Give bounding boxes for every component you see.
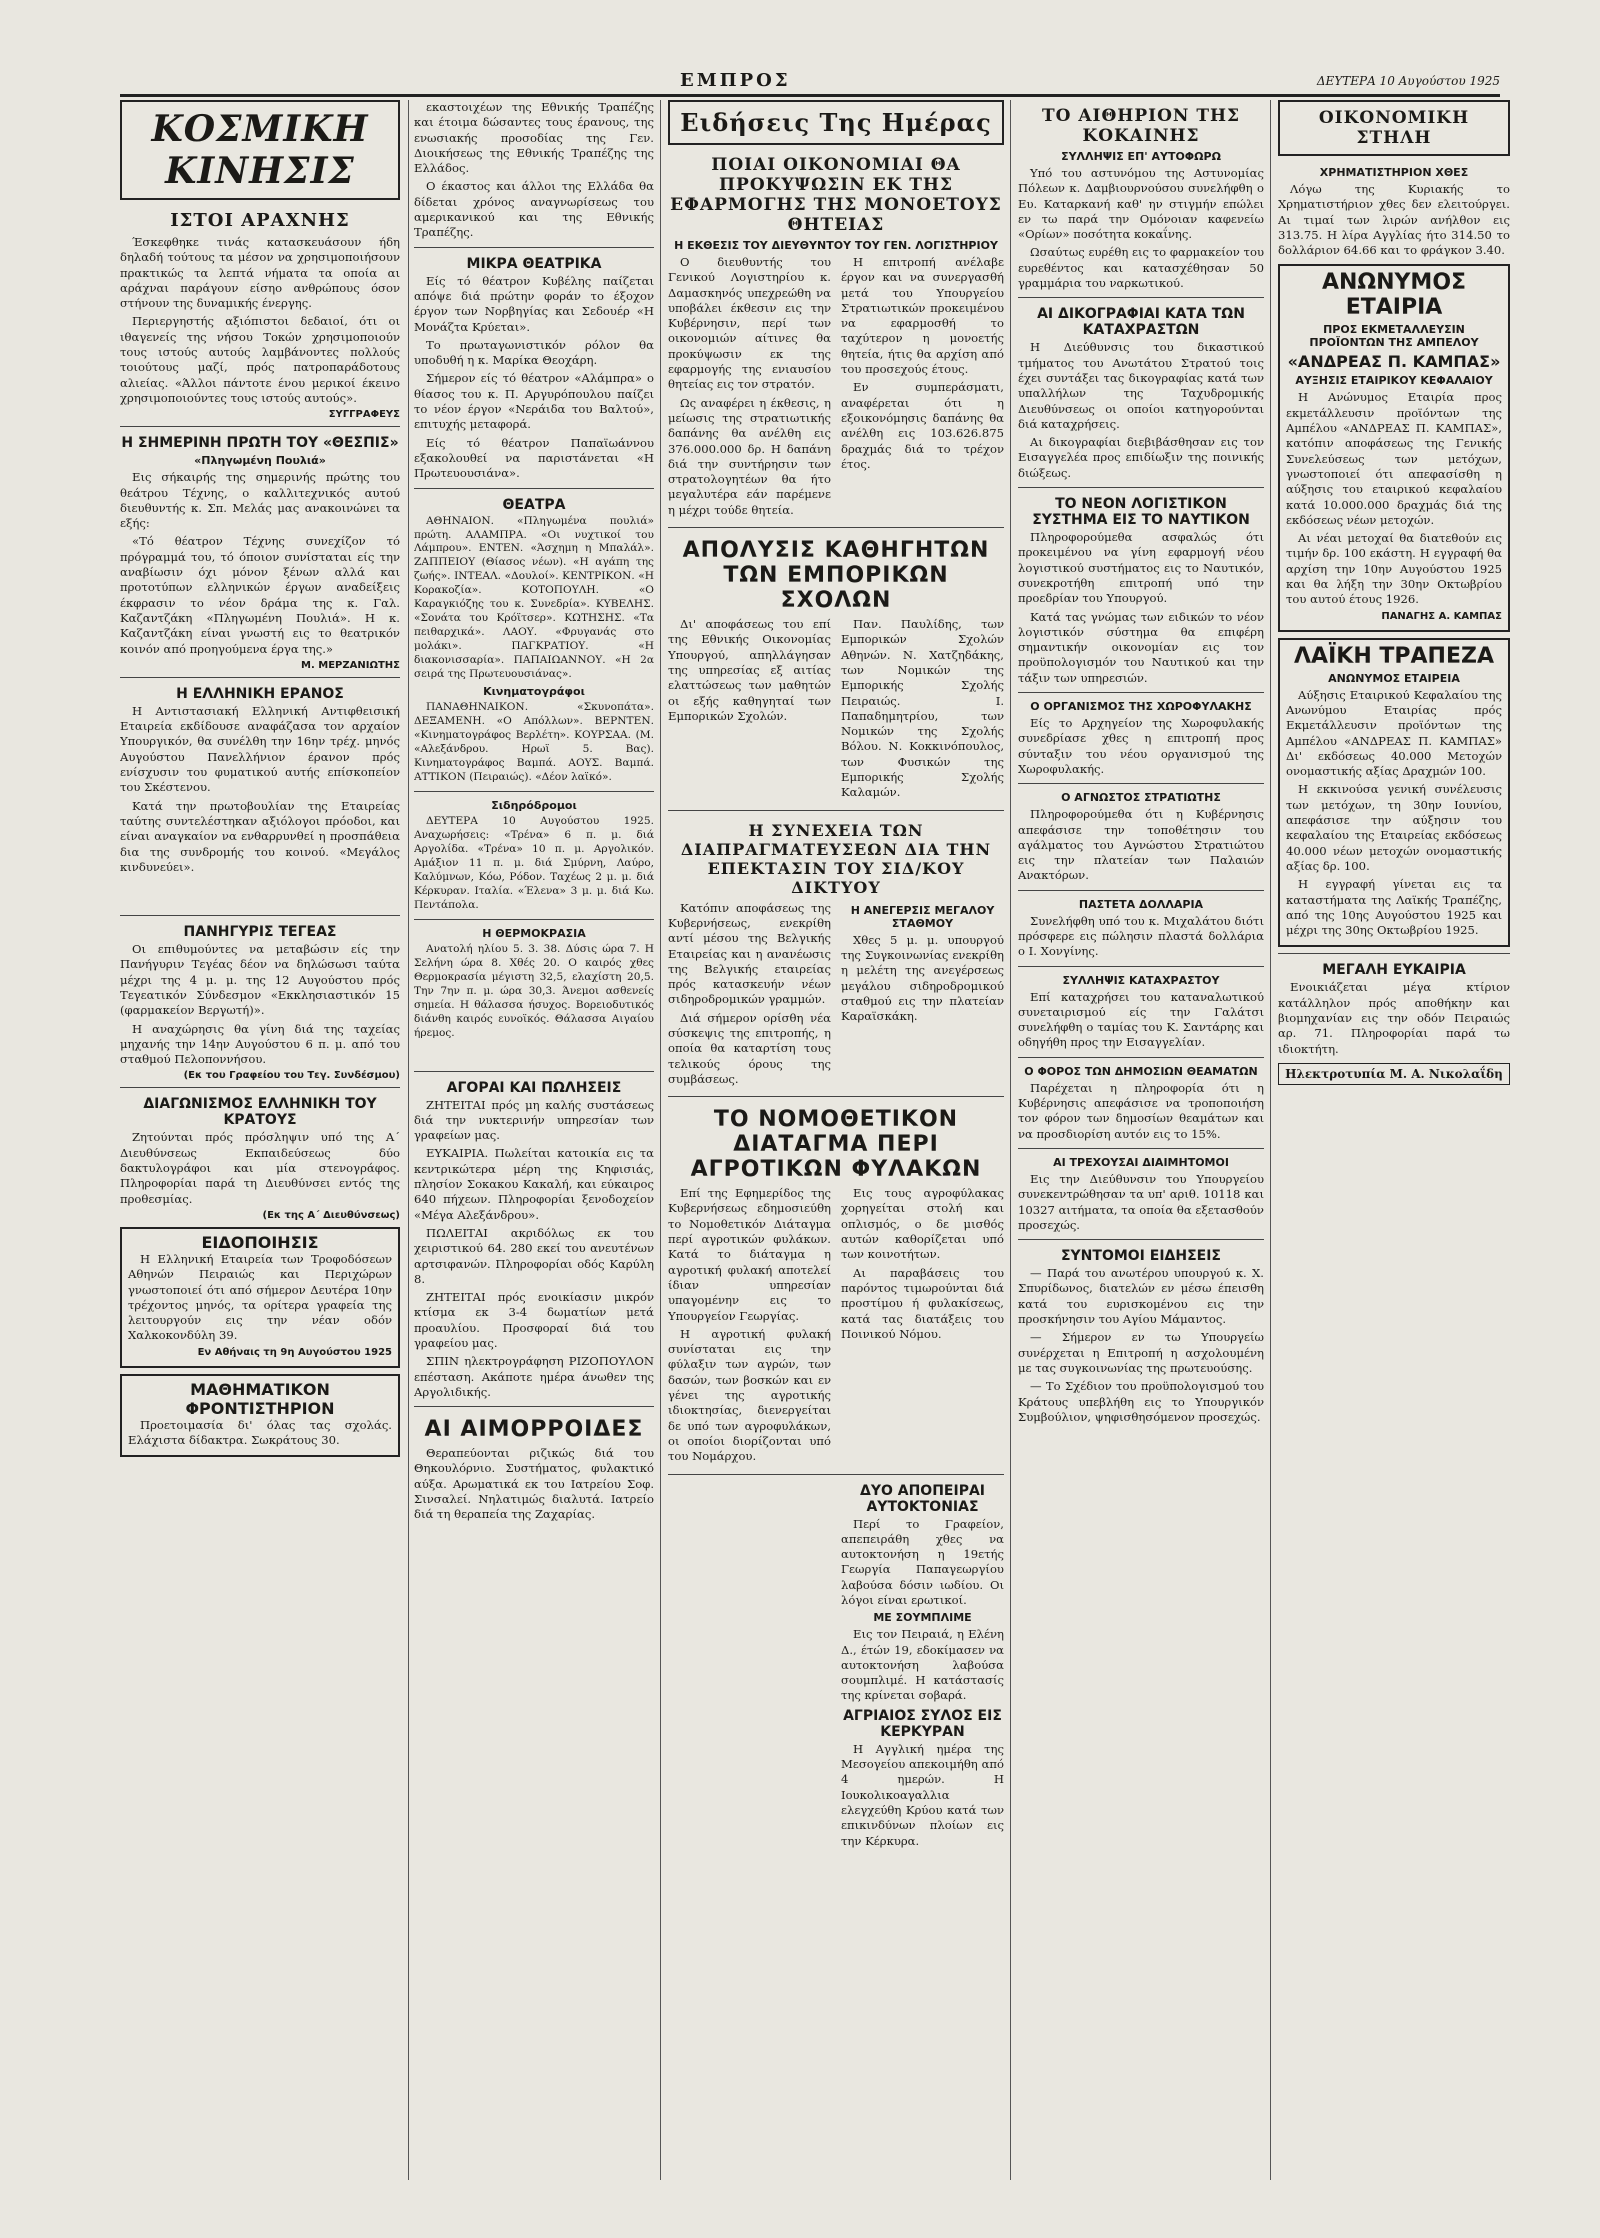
advert-text: Αύξησις Εταιρικού Κεφαλαίου της Ανωνύμου Εταιρίας πρός Εκμετάλλευσιν προϊόντων της Αμπέλου «ΑΝΔΡΕΑΣ Π. ΚΑΜΠΑΣ» Δι' εκδόσεως 40.000 Μετοχών ονομαστικής αξίας Δραχμών 100. bbox=[1286, 687, 1502, 779]
listing-title: ΘΕΑΤΡΑ bbox=[502, 496, 566, 513]
advert-subtitle: ΠΡΟΣ ΕΚΜΕΤΑΛΛΕΥΣΙΝ ΠΡΟΪΟΝΤΩΝ ΤΗΣ ΑΜΠΕΛΟΥ bbox=[1309, 323, 1479, 350]
headline-sub: Η ΕΚΘΕΣΙΣ ΤΟΥ ΔΙΕΥΘΥΝΤΟΥ ΤΟΥ ΓΕΝ. ΛΟΓΙΣΤΗΡΙΟΥ bbox=[674, 239, 998, 252]
classified-ad: ΣΠΙΝ ηλεκτρογράφηση ΡΙΖΟΠΟΥΛΟΝ επέσταση. Ακάποτε ημέρα άνωθεν της Αργολιδικής. bbox=[414, 1354, 654, 1399]
headline: ΤΟ ΝΕΟΝ ΛΟΓΙΣΤΙΚΟΝ ΣΥΣΤΗΜΑ ΕΙΣ ΤΟ ΝΑΥΤΙΚΟΝ bbox=[1032, 496, 1250, 529]
article-text: Χθες 5 μ. μ. υπουργού της Συγκοινωνίας ενεκρίθη η μελέτη της ανεγέρσεως μεγάλου σιδηροδρομικού σταθμού εις την πλατείαν Καραϊσκάκη. bbox=[841, 932, 1004, 1024]
article-text: Ωσαύτως ευρέθη εις το φαρμακείον του ευρεθέντος και κατασχέθησαν 50 γραμμάρια του ναρκωτικού. bbox=[1018, 245, 1264, 291]
newspaper-name: ΕΜΠΡΟΣ bbox=[680, 70, 791, 91]
article-title: ΧΡΗΜΑΤΙΣΤΗΡΙΟΝ ΧΘΕΣ bbox=[1319, 166, 1469, 179]
article-text: Εις τους αγροφύλακας χορηγείται στολή και οπλισμός, ο δε μισθός αυτών καθορίζεται υπό των κοινοτήτων. bbox=[841, 1186, 1004, 1262]
article-signature: ΣΥΓΓΡΑΦΕΥΣ bbox=[328, 409, 400, 421]
article-text: Εις την Διεύθυνσιν του Υπουργείου συνεκεντρώθησαν τα υπ' αριθ. 10118 και 10327 αιτήματα, τα οποία θα εξετασθούν προσεχώς. bbox=[1018, 1171, 1264, 1232]
article-text: Ο έκαστος και άλλοι της Ελλάδα θα δίδεται χρόνος αναγνωρίσεως του αμερικανικού και της Εθνικής Τραπέζης. bbox=[414, 179, 654, 240]
column-news bbox=[668, 100, 1004, 2180]
article-title: Η ΕΛΛΗΝΙΚΗ ΕΡΑΝΟΣ bbox=[176, 685, 344, 702]
article-title: Η ΣΗΜΕΡΙΝΗ ΠΡΩΤΗ ΤΟΥ «ΘΕΣΠΙΣ» bbox=[121, 435, 399, 452]
article-text: Υπό του αστυνόμου της Αστυνομίας Πόλεων κ. Δαμβιουρνούσου συνελήφθη ο Ευ. Καταρκανή καθ' ην στιγμήν επώλει εν τω παρά την Ομόνοιαν καφενείω «Ορίων» ποσότητα κοκαΐνης. bbox=[1018, 166, 1264, 242]
article-text: Κατά τας γνώμας των ειδικών το νέον λογιστικόν σύστημα θα επιφέρη σημαντικήν οικονομίαν εις τον προϋπολογισμόν του Ναυτικού και την τάξιν των υπηρεσιών. bbox=[1018, 609, 1264, 685]
article bbox=[1018, 966, 1264, 1051]
article bbox=[1018, 487, 1264, 686]
column-rule bbox=[408, 100, 409, 2180]
article-text: Αι παραβάσεις του παρόντος τιμωρούνται διά προστίμου ή φυλακίσεως, κατά τας διατάξεις του Ποινικού Νόμου. bbox=[841, 1265, 1004, 1341]
advert-title: ΜΑΘΗΜΑΤΙΚΟΝ ΦΡΟΝΤΙΣΤΗΡΙΟΝ bbox=[185, 1379, 335, 1418]
column-theatre bbox=[414, 100, 654, 2180]
article-text: Πληροφορούμεθα ότι η Κυβέρνησις απεφάσισε την τοποθέτησιν του αγάλματος του Αγνώστου Στρατιώτου εις την πλατείαν των Παλαιών Ανακτόρων. bbox=[1018, 807, 1264, 883]
headline: ΣΥΛΛΗΨΙΣ ΚΑΤΑΧΡΑΣΤΟΥ bbox=[1062, 973, 1220, 987]
advert-subtitle: ΑΝΩΝΥΜΟΣ ΕΤΑΙΡΕΙΑ bbox=[1328, 671, 1460, 685]
article bbox=[1018, 783, 1264, 883]
notice-signature: Εν Αθήναις τη 9η Αυγούστου 1925 bbox=[197, 1346, 392, 1358]
article bbox=[1018, 1148, 1264, 1233]
advert-text: Η εκκινούσα γενική συνέλευσις των μετόχων, τη 30ην Ιουνίου, απεφάσισε την αύξησιν του κεφαλαίου της Εταιρείας εκδόσεως 40.000 νέων μετοχών ονομαστικής αξίας δρ. 100. bbox=[1286, 782, 1502, 873]
column-crime bbox=[1018, 100, 1264, 2180]
advert-text: Η Ανώνυμος Εταιρία προς εκμετάλλευσιν προϊόντων της Αμπέλου «ΑΝΔΡΕΑΣ Π. ΚΑΜΠΑΣ», κατόπιν αποφάσεως της Γενικής Συνελεύσεως των μετόχων, γνωστοποιεί ότι απεφασίσθη η αύξησις του εταιρικού κεφαλαίου κατά 10.000.000 δραχμάς διά της εκδόσεως νέων μετοχών. bbox=[1286, 390, 1502, 527]
article-title: ΠΑΝΗΓΥΡΙΣ ΤΕΓΕΑΣ bbox=[183, 924, 337, 941]
article-text: Οι επιθυμούντες να μεταβώσιν είς την Πανήγυριν Τεγέας δέον να δηλώσωσι ταύτα μέχρι της 4 μ. μ. της 12 Αυγούστου πρός Τεγεατικόν Σύνδεσμον «Εκκλησιαστικόν 15 (φαρμακείον Βεργωτή)». bbox=[120, 942, 400, 1018]
article-text: Περιεργηστής αξιόπιστοι δεδαιοί, ότι οι ιθαγενείς της νήσου Τοκών χρησιμοποιούν τους ιστούς αυτούς λαμβάνοντες πολλούς τοιούτους μαζί, πρός πατροπαράδοτους αλιείας. «Άλλοι πάντοτε ένου μερικοί έκεινο χρησιμοποιούντες τους ιστούς αυτούς». bbox=[120, 314, 400, 405]
article-text: Επί της Εφημερίδος της Κυβερνήσεως εδημοσιεύθη το Νομοθετικόν Διάταγμα περί αγροτικών φυλάκων. Κατά το διάταγμα η αγροτική φυλακή αποτελεί ίδιαν υπηρεσίαν υπαγομένην εις το Υπουργείον Γεωργίας. bbox=[668, 1186, 831, 1323]
classified-ad: ΕΥΚΑΙΡΙΑ. Πωλείται κατοικία εις τα κεντρικώτερα μέρη της Κηφισιάς, πλησίον Σοκακου Κακαλή, και εύκαιρος 640 πήχεων. Πληροφορίαι ξενοδοχείον «Μέγα Αλεξάνδρου». bbox=[414, 1146, 654, 1222]
article-text: Έσκεφθηκε τινάς κατασκευάσουν ήδη δηλαδή τούτους τα μέσον να χρησιμοποιήσουν πρακτικώς τα λεπτά νήματα τα οποία αι αράχναι παράγουν είσηο ανθρώπους όσον στήνουν της δυναμικής ένεργης. bbox=[120, 235, 400, 311]
article-text: Η αγροτική φυλακή συνίσταται εις την φύλαξιν των αγρών, των δασών, των βοσκών και εν γένει της αγροτικής ιδιοκτησίας, διενεργείται δε υπό των αγροφυλάκων, οι οποίοι διορίζονται υπό του Νομάρχου. bbox=[668, 1326, 831, 1464]
classifieds bbox=[414, 1071, 654, 1401]
advert-box bbox=[1278, 638, 1510, 948]
headline: Η ΣΥΝΕΧΕΙΑ ΤΩΝ ΔΙΑΠΡΑΓΜΑΤΕΥΣΕΩΝ ΔΙΑ ΤΗΝ ΕΠΕΚΤΑΣΙΝ ΤΟΥ ΣΙΔ/ΚΟΥ ΔΙΚΤΥΟΥ bbox=[680, 820, 992, 897]
article-text: Εις σήκαιρής της σημερινής πρώτης του θεάτρου Τέχνης, ο καλλιτεχνικός αυτού διευθυντής κ. Σπ. Μελάς μας ανακοινώνει τα εξής: bbox=[120, 470, 400, 531]
classifieds-title: ΑΓΟΡΑΙ ΚΑΙ ΠΩΛΗΣΕΙΣ bbox=[446, 1079, 622, 1096]
column-rule bbox=[660, 100, 661, 2180]
issue-date: ΔΕΥΤΕΡΑ 10 Αυγούστου 1925 bbox=[1316, 74, 1500, 88]
listing-text: ΠΑΝΑΘΗΝΑΙΚΟΝ. «Σκυνοπάτα». ΔΕΞΑΜΕΝΗ. «Ο Απόλλων». ΒΕΡΝΤΕΝ. «Κινηματογράφος Βερλέτη». ΚΟΥΡΣΑΑ. (Μ. «Αλεξάνδρου. Ηρωϊ 5. Βας). Κινηματογράφος Βαμπά. ΑΟΥΣ. Βαμπά. ΑΤΤΙΚΟΝ (Πειραιώς). «Δέον λαϊκό». bbox=[414, 701, 654, 783]
article-text: Εις τον Πειραιά, η Ελένη Δ., έτών 19, εδοκίμασεν να αυτοκτονήση λαβούσα σουμπλιμέ. Η κατάστασίς της κρίνεται σοβαρά. bbox=[841, 1627, 1004, 1703]
advert-text: Θεραπεύονται ριζικώς διά του Θηκουλόρνιο. Συστήματος, φυλακτικό αύξα. Αρωματικά εκ του Ιατρείου Σοφ. Σινσαλεί. Νηλατιμώς διαλυτά. Ιατρείο διά τη θεραπεία της Ζαχαρίας. bbox=[414, 1446, 654, 1522]
article bbox=[668, 527, 1004, 804]
listing bbox=[414, 791, 654, 913]
article-text: Σήμερον είς τό θέατρον «Αλάμπρα» ο θίασος του κ. Π. Αργυρόπουλου παίζει το νέον έργον «Νεράιδα του Βαλτού», επιτυχής μεταφορά. bbox=[414, 371, 654, 432]
section-banner-finance: ΟΙΚΟΝΟΜΙΚΗ ΣΤΗΛΗ bbox=[1278, 100, 1510, 156]
article-text: Διά σήμερον ορίσθη νέα σύσκεψις της επιτροπής, η οποία θα καταρτίση τους τελικούς όρους της συμβάσεως. bbox=[668, 1010, 831, 1086]
article bbox=[120, 1087, 400, 1220]
notice-box bbox=[120, 1227, 400, 1368]
article-text: Η Αντιστασιακή Ελληνική Αντιφθεισική Εταιρεία εκδίδουσε αναφάζασα τον αρχαίον Υπουργικόν, θα συνέλθη την 16ην τρέχ. μηνός Αυγούστου Πανελλήνιον έρανον πρός ενίσχυσιν του φυματικού αυτής επίσκοπείον του Σκέστενου. bbox=[120, 703, 400, 795]
listing-title: Σιδηρόδρομοι bbox=[491, 798, 577, 812]
headline: ΑΙ ΔΙΚΟΓΡΑΦΙΑΙ ΚΑΤΑ ΤΩΝ ΚΑΤΑΧΡΑΣΤΩΝ bbox=[1037, 306, 1245, 339]
article-body bbox=[668, 255, 1004, 521]
advert-signature: ΠΑΝΑΓΗΣ Α. ΚΑΜΠΑΣ bbox=[1381, 610, 1502, 622]
article-subtitle: Η ΑΝΕΓΕΡΣΙΣ ΜΕΓΑΛΟΥ ΣΤΑΘΜΟΥ bbox=[850, 903, 995, 930]
article bbox=[668, 810, 1004, 1091]
article bbox=[1018, 890, 1264, 960]
article bbox=[1018, 1239, 1264, 1425]
column-rule bbox=[1270, 100, 1271, 2180]
article-text: Ζητούνται πρός πρόσληψιν υπό της Α΄ Διευθύνσεως Εκπαιδεύσεως δύο δακτυλογράφοι και μία στενογράφος. Πληροφορίαι παρά τη Διευθύνσει εντός της προθεσμίας. bbox=[120, 1130, 400, 1206]
article bbox=[668, 1474, 1004, 1852]
advert-text: Η εγγραφή γίνεται εις τα καταστήματα της Λαϊκής Τραπέζης, από της 10ης Αυγούστου 1925 και μέχρι της 30ης Οκτωβρίου 1925. bbox=[1286, 877, 1502, 938]
advert-text: Προετοιμασία δι' όλας τας σχολάς. Ελάχιστα δίδακτρα. Σωκράτους 30. bbox=[128, 1417, 392, 1448]
article-text: Λόγω της Κυριακής το Χρηματιστήριον χθες δεν ελειτούργει. Αι τιμαί των λιρών ανήλθον εις 313.75. Η λίρα Αγγλίας ήτο 314.50 το δολλάριον 64.66 και το φράγκον 3.40. bbox=[1278, 182, 1510, 258]
article-text: Η Αγγλική ημέρα της Μεσογείου απεκοιμήθη από 4 ημερών. Η Ιουκολικοαγαλλια ελεγχεύθη Κρύου κατά των επικινδύνων πλοίων εις την Κέρκυρα. bbox=[841, 1741, 1004, 1848]
article-text: Περί το Γραφείον, απεπειράθη χθες να αυτοκτονήση η 19ετής Γεωργία Παπαγεωργίου λαβούσα δόσιν ιωδίου. Οι λόγοι είναι ερωτικοί. bbox=[841, 1516, 1004, 1607]
article-signature: (Εκ του Γραφείου του Τεγ. Συνδέσμου) bbox=[183, 1070, 400, 1082]
article bbox=[120, 915, 400, 1081]
article bbox=[120, 677, 400, 875]
article-text: Δι' αποφάσεως του επί της Εθνικής Οικονομίας Υπουργού, απηλλάγησαν της υπηρεσίας εξ αιτίας ελαττώσεως των μαθητών οι εξής καθηγηταί των Εμπορικών Σχολών. bbox=[668, 617, 831, 723]
advert-title: ΜΕΓΑΛΗ ΕΥΚΑΙΡΙΑ bbox=[1322, 962, 1466, 979]
listing bbox=[414, 488, 654, 785]
listing-text: ΔΕΥΤΕΡΑ 10 Αυγούστου 1925. Αναχωρήσεις: «Τρένα» 6 π. μ. διά Αργολίδα. «Τρένα» 10 π. μ. Αργολικόν. Αμάξιον 11 π. μ. διά Σμύρνη, Λαύρο, Καλύμνων, Κόω, Ρόδον. Ταχέως 2 μ. μ. διά Κέρκυραν. Ιταλία. «Έλενα» 3 μ. μ. διά Κω. Πεντάπολα. bbox=[414, 814, 654, 911]
article-text: Συνελήφθη υπό του κ. Μιχαλάτου διότι πρόσφερε εις πώλησιν πλαστά δολλάρια ο Ι. Χονγίνης. bbox=[1018, 913, 1264, 959]
article-text: Το πρωταγωνιστικόν ρόλον θα υποδυθή η κ. Μαρίκα Θεοχάρη. bbox=[414, 337, 654, 368]
advert-box bbox=[120, 1374, 400, 1458]
headline-sub: ΣΥΛΛΗΨΙΣ ΕΠ' ΑΥΤΟΦΩΡΩ bbox=[1061, 150, 1221, 163]
advert bbox=[1278, 953, 1510, 1084]
headline: ΠΟΙΑΙ ΟΙΚΟΝΟΜΙΑΙ ΘΑ ΠΡΟΚΥΨΩΣΙΝ ΕΚ ΤΗΣ ΕΦΑΡΜΟΓΗΣ ΤΗΣ ΜΟΝΟΕΤΟΥΣ ΘΗΤΕΙΑΣ bbox=[670, 155, 1002, 235]
article-text: Παρέχεται η πληροφορία ότι η Κυβέρνησις απεφάσισε να τροποποιήση τον φόρον των δημοσίων θεαμάτων και να προσδιορίση αυτόν εις το 15%. bbox=[1018, 1080, 1264, 1141]
article-signature: Μ. ΜΕΡΖΑΝΙΩΤΗΣ bbox=[301, 659, 400, 671]
article-subtitle: «Πληγωμένη Πουλιά» bbox=[194, 454, 326, 468]
notice-text: Η Ελληνική Εταιρεία των Τροφοδόσεων Αθηνών Πειραιώς και Περιχώρων γνωστοποιεί ότι από σήμερον Δευτέρα 10ην τρέχοντος μηνός, τα ορίτερα γραφεία της λειτουργούν εις την νέαν οδόν Χαλκοκονδύλη 39. bbox=[128, 1251, 392, 1343]
article-text: Αι δικογραφίαι διεβιβάσθησαν εις τον Εισαγγελέα προς επιδίωξιν της ποινικής διώξεως. bbox=[1018, 435, 1264, 480]
article-text: — Σήμερον εν τω Υπουργείω συνέρχεται η Επιτροπή η ασχολουμένη με τας συγκοινωνίας της πρωτευούσης. bbox=[1018, 1330, 1264, 1375]
article-subtitle: ΜΕ ΣΟΥΜΠΛΙΜΕ bbox=[873, 1611, 972, 1625]
headline: ΤΟ ΑΙΘΗΡΙΟΝ ΤΗΣ ΚΟΚΑΙΝΗΣ bbox=[1041, 106, 1241, 146]
advert-subtitle: ΑΥΞΗΣΙΣ ΕΤΑΙΡΙΚΟΥ ΚΕΦΑΛΑΙΟΥ bbox=[1295, 374, 1493, 388]
advert-title: ΛΑΪΚΗ ΤΡΑΠΕΖΑ bbox=[1294, 643, 1494, 669]
article-text: Πληροφορούμεθα ασφαλώς ότι προκειμένου να γίνη εφαρμογή νέου λογιστικού συστήματος εις το Ναυτικόν, συνεκροτήθη επιτροπή υπό την προεδρίαν του Υπουργού. bbox=[1018, 530, 1264, 606]
classified-ad: ΠΩΛΕΙΤΑΙ ακριδόλως εκ του χειριστικού 64. 280 εκεί του ανευτένων αρτσιφανών. Πληροφορίαι οδός Καρύλη 8. bbox=[414, 1225, 654, 1286]
advert-text: Αι νέαι μετοχαί θα διατεθούν εις τιμήν δρ. 100 εκάστη. Η εγγραφή θα αρχίση την 10ην Αυγούστου 1925 και θα λήξη την 30ην Οκτωβρίου του αυτού έτους 1926. bbox=[1286, 531, 1502, 607]
article-title: ΜΙΚΡΑ ΘΕΑΤΡΙΚΑ bbox=[466, 255, 602, 272]
section-banner-news: Ειδήσεις Της Ημέρας bbox=[668, 100, 1004, 145]
headline: ΑΓΡΙΑΙΟΣ ΣΥΛΟΣ ΕΙΣ ΚΕΡΚΥΡΑΝ bbox=[843, 1707, 1002, 1740]
advert-title: ΑΙ ΑΙΜΟΡΡΟΙΔΕΣ bbox=[424, 1417, 644, 1443]
headline: Ο ΟΡΓΑΝΙΣΜΟΣ ΤΗΣ ΧΩΡΟΦΥΛΑΚΗΣ bbox=[1030, 700, 1252, 714]
article-text: Είς τό θέατρον Κυβέλης παίζεται απόψε διά πρώτην φοράν το έξοχον έργον των Νορβηγίας και Σεδουέρ «Η Μονάζτα Κρύεται». bbox=[414, 273, 654, 334]
headline: ΔΥΟ ΑΠΟΠΕΙΡΑΙ ΑΥΤΟΚΤΟΝΙΑΣ bbox=[860, 1482, 985, 1515]
article bbox=[668, 1096, 1004, 1467]
section-banner-social: ΚΟΣΜΙΚΗ ΚΙΝΗΣΙΣ bbox=[120, 100, 400, 200]
article-text: Κατόπιν αποφάσεως της Κυβερνήσεως, ενεκρίθη αντί μέσου της Βελγικής Εταιρείας και η ανανέωσις της Βελγικής εταιρείας πρός κατασκευήν νέων σιδηροδρομικών γραμμών. bbox=[668, 900, 831, 1007]
advert bbox=[414, 1406, 654, 1522]
column-social bbox=[120, 100, 400, 2180]
headline: Ο ΑΓΝΩΣΤΟΣ ΣΤΡΑΤΙΩΤΗΣ bbox=[1061, 791, 1221, 805]
article-text: Η αναχώρησις θα γίνη διά της ταχείας μηχανής την 14ην Αυγούστου 6 π. μ. από του σταθμού Πελοποννήσου. bbox=[120, 1021, 400, 1067]
article-text: Είς το Αρχηγείον της Χωροφυλακής συνεδρίασε χθες η επιτροπή προς σύνταξιν του νέου οργανισμού της Χωροφυλακής. bbox=[1018, 716, 1264, 776]
article bbox=[1018, 692, 1264, 777]
headline: ΑΠΟΛΥΣΙΣ ΚΑΘΗΓΗΤΩΝ ΤΩΝ ΕΜΠΟΡΙΚΩΝ ΣΧΟΛΩΝ bbox=[682, 538, 990, 614]
listing-subtitle: Κινηματογράφοι bbox=[483, 685, 585, 699]
advert-company: «ΑΝΔΡΕΑΣ Π. ΚΑΜΠΑΣ» bbox=[1287, 352, 1501, 372]
article-title: ΙΣΤΟΙ ΑΡΑΧΝΗΣ bbox=[170, 210, 350, 231]
article-text: Η Διεύθυνσις του δικαστικού τμήματος του Ανωτάτου Στρατού τοις έχει συντάξει τας δικογραφίας κατά των υπαλλήλων της Ταχυδρομικής Διευθύνσεως οι οποίοι κατηγορούνται διά καταχρήσεις. bbox=[1018, 340, 1264, 431]
article-text: «Τό θέατρον Τέχνης συνεχίζον τό πρόγραμμά του, τό όποιον συνίσταται είς την αναβίωσιν όχι μόνον ξένων αλλά και προτοτύπων ελληνικών έργων αναδείξεις έκφρασιν το νέον δράμα της κ. Γαλ. Καζαντζάκη «Πληγωμένη Πουλιά». Η κ. Καζαντζάκη είναι γνωστή εις το θεατρικόν κοινόν από προηγούμενα έργα της.» bbox=[120, 534, 400, 656]
notice-title: ΕΙΔΟΠΟΙΗΣΙΣ bbox=[201, 1232, 319, 1252]
article-text: Ο διευθυντής του Γενικού Λογιστηρίου κ. Δαμασκηνός υπεχρεώθη να υποβάλει έκθεσιν εις την Κυβέρνησιν, περί των οικονομιών αίτινες θα προκύψωσιν εκ της εφαρμογής της ενιαυσίου θητείας εις τον στρατόν. bbox=[668, 255, 831, 392]
article-text: Κατά την πρωτοβουλίαν της Εταιρείας ταύτης συντελέστηκαν αξιόλογοι πρόοδοι, και είναι αναγκαίον να ενθαρρυνθεί η προσπάθεια δια της συνδρομής του κοινού. «Μεγάλος κινδυνεύει». bbox=[120, 798, 400, 874]
article-text: Εν συμπεράσματι, αναφέρεται ότι η εξοικονόμησις δαπάνης θα ανέλθη εις 103.626.875 δραχμάς διά το τρέχον έτος. bbox=[841, 380, 1004, 471]
headline: ΣΥΝΤΟΜΟΙ ΕΙΔΗΣΕΙΣ bbox=[1060, 1248, 1221, 1265]
article-signature: (Εκ της Α΄ Διευθύνσεως) bbox=[262, 1209, 400, 1221]
masthead bbox=[120, 70, 1500, 97]
advert-box bbox=[1278, 264, 1510, 631]
article bbox=[1018, 297, 1264, 481]
article bbox=[1018, 1057, 1264, 1142]
classified-ad: ΖΗΤΕΙΤΑΙ πρός μη καλής συστάσεως διά την νυκτερινήν υπηρεσίαν των γραφείων μας. bbox=[414, 1097, 654, 1143]
article-title: ΔΙΑΓΩΝΙΣΜΟΣ ΕΛΛΗΝΙΚΗ ΤΟΥ ΚΡΑΤΟΥΣ bbox=[143, 1096, 377, 1129]
article-text: Επί καταχρήσει του καταναλωτικού συνεταιρισμού είς την Γαλάτσι συνελήφθη ο ταμίας του Κ. Σαντάρης και οδηγήθη προς την Εισαγγελίαν. bbox=[1018, 989, 1264, 1050]
listing-title: Η ΘΕΡΜΟΚΡΑΣΙΑ bbox=[482, 926, 586, 940]
article bbox=[120, 426, 400, 671]
column-finance bbox=[1278, 100, 1510, 2180]
headline: ΠΑΣΤΕΤΑ ΔΟΛΛΑΡΙΑ bbox=[1078, 897, 1204, 911]
classified-ad: ΖΗΤΕΙΤΑΙ πρός ενοικίασιν μικρόν κτίσμα εκ 3-4 δωματίων μετά προαυλίου. Προσφοραί διά του γραφείου μας. bbox=[414, 1290, 654, 1350]
article bbox=[414, 247, 654, 482]
article-text: Είς τό θέατρον Παπαϊωάννου εξακολουθεί να παριστάνεται «Η Πρωτευουσιάνα». bbox=[414, 435, 654, 481]
advert-text: Ενοικιάζεται μέγα κτίριον κατάλληλον πρός αποθήκην και βιομηχανίαν εις την οδόν Πειραιώς αρ. 71. Πληροφορίαι παρά τω ιδιοκτήτη. bbox=[1278, 980, 1510, 1056]
advert-title: ΑΝΩΝΥΜΟΣ ΕΤΑΙΡΙΑ bbox=[1321, 270, 1467, 321]
listing bbox=[414, 919, 654, 1041]
listing-text: ΑΘΗΝΑΙΟΝ. «Πληγωμένα πουλιά» πρώτη. ΑΛΑΜΠΡΑ. «Οι νυχτικοί του Λάμπρου». ΕΝΤΕΝ. «Άσχημη η Μπαλάλ». ΖΑΠΠΕΙΟΥ (Θίασος νέων). «Η αγάπη της ζωής». ΙΝΤΕΑΛ. «Δουλοί». ΚΕΝΤΡΙΚΟΝ. «Η Κορακοζία». ΚΟΤΟΠΟΥΛΗ. «Ο Καραγκιόζης του κ. Συνεδρία». ΚΥΒΕΛΗΣ. «Σονάτα του Κρόϊτσερ». ΚΩΤΗΣΗΣ. «Τα πειθαρχικά». ΛΑΟΥ. «Φρυγανάς στο μολάκι». ΠΑΓΚΡΑΤΙΟΥ. «Η διακονισσαρία». ΠΑΠΑΙΩΑΝΝΟΥ. «Η 2α σειρά της Πρωτευουσιάνας». bbox=[414, 514, 654, 681]
article-text: Παν. Παυλίδης, των Εμπορικών Σχολών Αθηνών. Ν. Χατζηδάκης, των Νομικών της Εμπορικής Σχολής Πειραιώς. Ι. Παπαδημητρίου, των Νομικών της Σχολής Βόλου. Ν. Κοκκινόπουλος, των Φυσικών της Εμπορικής Σχολής Καλαμών. bbox=[841, 617, 1004, 800]
article-text: — Το Σχέδιον του προϋπολογισμού του Κράτους υπεβλήθη εις το Υπουργικόν Συμβούλιον, ψηφισθησόμενον προσεχώς. bbox=[1018, 1379, 1264, 1424]
article-text: — Παρά του ανωτέρου υπουργού κ. Χ. Σπυρίδωνος, διατελών εν μέσω έπεισθη κατά του ευρισκομένου εις την προσκήνησιν του Αγίου Μάμαντος. bbox=[1018, 1266, 1264, 1327]
listing-text: Ανατολή ηλίου 5. 3. 38. Δύσις ώρα 7. Η Σελήνη ώρα 8. Χθές 20. Ο καιρός χθες Θερμοκρασία μέγιστη 32,5, ελαχίστη 20,5. Την 7ην π. μ. ώρα 30,3. Άνεμοι ασθενείς σημεία. Η θάλασσα ήσυχος. Βορειοδυτικός διάνθη καιρός ευνοϊκός. Θάλασσα Αιγαίου ήρεμος. bbox=[414, 942, 654, 1039]
headline: ΑΙ ΤΡΕΧΟΥΣΑΙ ΔΙΑΙΜΗΤΟΜΟΙ bbox=[1053, 1155, 1229, 1169]
headline: ΤΟ ΝΟΜΟΘΕΤΙΚΟΝ ΔΙΑΤΑΓΜΑ ΠΕΡΙ ΑΓΡΟΤΙΚΩΝ ΦΥΛΑΚΩΝ bbox=[690, 1107, 982, 1183]
column-rule bbox=[1010, 100, 1011, 2180]
printer-credit: Ηλεκτροτυπία Μ. Α. Νικολαΐδη bbox=[1278, 1063, 1510, 1085]
article-text: εκαστοιχέων της Εθνικής Τραπέζης και έτοιμα δώσαντες τους έρανους, της ενωσιακής προσοδίας της Γεν. Διοικήσεως της Εθνικής Τραπέζης της Ελλάδος. bbox=[414, 100, 654, 176]
article-text: Η επιτροπή ανέλαβε έργον και να συνεργασθή μετά του Υπουργείου Στρατιωτικών προκειμένου να εφαρμοσθή το ταχύτερον η μονοετής θητεία, ήτις θα αρχίση από του προσεχούς έτους. bbox=[841, 255, 1004, 377]
headline: Ο ΦΟΡΟΣ ΤΩΝ ΔΗΜΟΣΙΩΝ ΘΕΑΜΑΤΩΝ bbox=[1024, 1064, 1258, 1078]
article-text: Ως αναφέρει η έκθεσις, η μείωσις της στρατιωτικής δαπάνης θα ανέλθη εις 376.000.000 δρ. Η δαπάνη διά την συντήρησιν των στρατολογητέων θα ήτο μεγαλυτέρα εάν παρέμενε η μέχρι τούδε θητεία. bbox=[668, 395, 831, 517]
